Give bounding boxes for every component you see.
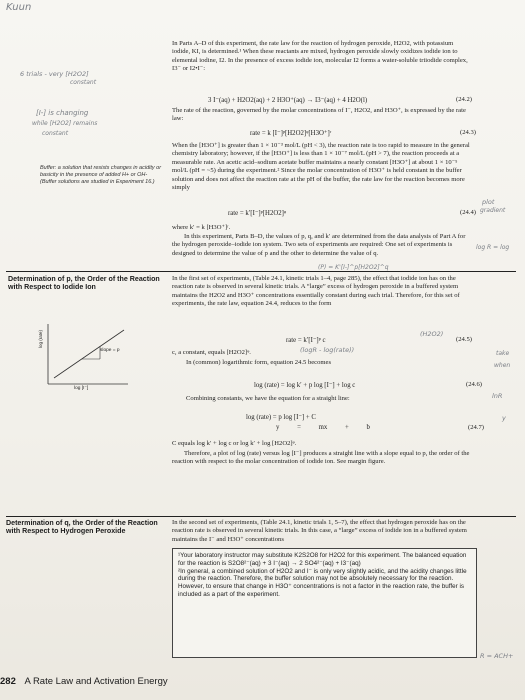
chapter-title: A Rate Law and Activation Energy	[24, 676, 168, 687]
footnotes-box	[172, 548, 477, 658]
equation-24-7-bottom: y = mx + b	[276, 424, 370, 431]
c-constant-text: c, a constant, equals [H2O2]ᵠ.	[172, 349, 251, 356]
margin-note-when: when	[494, 362, 511, 369]
margin-note-take: take	[496, 350, 510, 357]
graph-y-label: log (rate)	[38, 329, 43, 348]
therefore-paragraph: Therefore, a plot of log (rate) versus log [I⁻] produces a straight line with a slope equal to p, the order of the reaction with respect to the molar concentration of iodide ion. See margin figure.	[172, 450, 470, 466]
equation-24-7-top: log (rate) = p log [I⁻] + C	[246, 414, 316, 421]
section-heading-order-iodide: Determination of p, the Order of the Reaction with Respect to Iodide Ion	[8, 275, 160, 292]
section-divider-1	[6, 271, 516, 272]
section-2-paragraph: In the second set of experiments, (Table 24.1, kinetic trials 1, 5–7), the effect that hydrogen peroxide has on the reaction rate is observed in several kinetic trials. In this case, a “large” excess of iodide ion in a buffered system maintains the I⁻ and H3O⁺ concentrations	[172, 519, 467, 543]
margin-note-logr: log R = log	[476, 244, 510, 251]
margin-note-gradient: gradient	[480, 207, 506, 214]
equation-24-5-number: (24.5)	[456, 336, 472, 343]
c-equals-text: C equals log k′ + log c or log k′ + log [H2O2]ᵠ.	[172, 440, 297, 447]
footnote-2: ²In general, a combined solution of H2O2 and I⁻ is only very slightly acidic, and the acidity changes little during the reaction. Therefore, the buffer solution may not be absolutely necessary for the reaction. However, to ensure that change in H3O⁺ concentrations is not a factor in the reaction rate, the buffer is included as a part of the experiment.	[178, 567, 467, 598]
page-number: 282	[0, 676, 16, 687]
combining-constants-text: Combining constants, we have the equation for a straight line:	[186, 395, 350, 402]
section-divider-2	[6, 516, 516, 517]
section-heading-order-peroxide: Determination of q, the Order of the Reaction with Respect to Hydrogen Peroxide	[6, 519, 158, 536]
ph-paragraph: When the [H3O⁺] is greater than 1 × 10⁻³ mol/L (pH < 3), the reaction rate is too rapid to measure in the general chemistry laboratory; however, if the [H3O⁺] is less than 1 × 10⁻⁷ mol/L (pH > 7), the reaction proceeds at a measurable rate. An acetic acid–sodium acetate buffer maintains a nearly constant [H3O⁺] at about 1 × 10⁻⁵ mol/L (pH = ~5) during the experiment.² Since the molar concentration of H3O⁺ is held constant in the buffer solution and does not affect the reaction rate at the pH of the buffer, the rate law for the reaction becomes more simply	[172, 142, 470, 192]
equation-24-6: log (rate) = log k′ + p log [I⁻] + log c	[254, 382, 356, 389]
equation-24-3-number: (24.3)	[460, 129, 476, 136]
margin-figure-loglog	[38, 322, 130, 396]
equation-24-4-number: (24.4)	[460, 209, 476, 216]
margin-definition-buffer: Buffer: a solution that resists changes in acidity or basicity in the presence of added H+ or OH- (Buffer solutions are studied in Experiment 16.)	[40, 165, 162, 185]
graph-slope-label: slope = p	[100, 348, 120, 353]
margin-note-h2o2: (H2O2)	[420, 330, 444, 338]
logarithmic-form-text: In (common) logarithmic form, equation 24.5 becomes	[186, 359, 332, 366]
margin-figure-svg	[38, 322, 130, 396]
margin-note-plot: plot	[482, 198, 495, 206]
margin-note-r-ach: R = ACH+	[480, 652, 514, 660]
margin-note-while: while [H2O2] remains	[32, 120, 98, 127]
graph-line	[54, 330, 124, 378]
margin-note-constant: constant	[70, 79, 97, 86]
section-1-paragraph: In the first set of experiments, (Table 24.1, kinetic trials 1–4, page 285), the effect that iodide ion has on the reaction rate is observed in several kinetic trials. A “large” excess of hydrogen peroxide in a buffered system maintains the H2O2 and H3O⁺ concentrations essentially constant during each trial. Therefore, for this set of experiments, the rate law, equation 24.4, reduces to the form	[172, 275, 460, 308]
margin-note-lnr: lnR	[492, 392, 503, 400]
equation-24-3: rate = k [I⁻]ᵖ[H2O2]ᵠ[H3O⁺]ʳ	[250, 130, 332, 137]
equation-24-4: rate = k′[I⁻]ᵖ[H2O2]ᵠ	[228, 210, 287, 217]
margin-note-constant-2: constant	[42, 130, 69, 137]
header-scribble: Kuun	[6, 2, 32, 13]
graph-x-label: log [I⁻]	[74, 386, 89, 391]
margin-note-log-r: (logR - log(rate))	[300, 346, 355, 354]
margin-note-changing: [I-] is changing	[36, 109, 89, 117]
equation-24-2-number: (24.2)	[456, 96, 472, 103]
parts-bd-paragraph: In this experiment, Parts B–D, the values of p, q, and k′ are determined from the data analysis of Part A for the hydrogen peroxide–iodide ion system. Two sets of experiments are required: One set of experiments is designed to determine the value of p and the other to determine the value of q.	[172, 233, 466, 257]
equation-24-2: 3 I⁻(aq) + H2O2(aq) + 2 H3O⁺(aq) → I3⁻(aq) + 4 H2O(l)	[208, 97, 368, 104]
intro-paragraph: In Parts A–D of this experiment, the rate law for the reaction of hydrogen peroxide, H2O2, with potassium iodide, KI, is determined.¹ When these reactants are mixed, hydrogen peroxide slowly oxidizes iodide ion to elemental iodine, I2. In the presence of excess iodide ion, molecular I2 forms a water-soluble triiodide complex, I3⁻ or I2•I⁻:	[172, 40, 468, 73]
where-k-prime: where k′ = k [H3O⁺]ʳ.	[172, 224, 231, 231]
equation-24-7-number: (24.7)	[468, 424, 484, 431]
margin-note-y: y	[502, 414, 506, 422]
margin-note-pqr: (P) = K'[I-]^p[H2O2]^q	[318, 264, 389, 271]
page-footer	[0, 676, 168, 687]
rate-governed-paragraph: The rate of the reaction, governed by the molar concentrations of I⁻, H2O2, and H3O⁺, is expressed by the rate law:	[172, 107, 466, 123]
equation-24-5: rate = k′[I⁻]ᵖ c	[286, 337, 326, 344]
footnote-1: ¹Your laboratory instructor may substitute K2S2O8 for H2O2 for this experiment. The balanced equation for the reaction is S2O8²⁻(aq) + 3 I⁻(aq) → 2 SO4²⁻(aq) + I3⁻(aq)	[178, 552, 467, 567]
margin-note-trials: 6 trials - very [H2O2]	[20, 70, 89, 78]
equation-24-6-number: (24.6)	[466, 381, 482, 388]
